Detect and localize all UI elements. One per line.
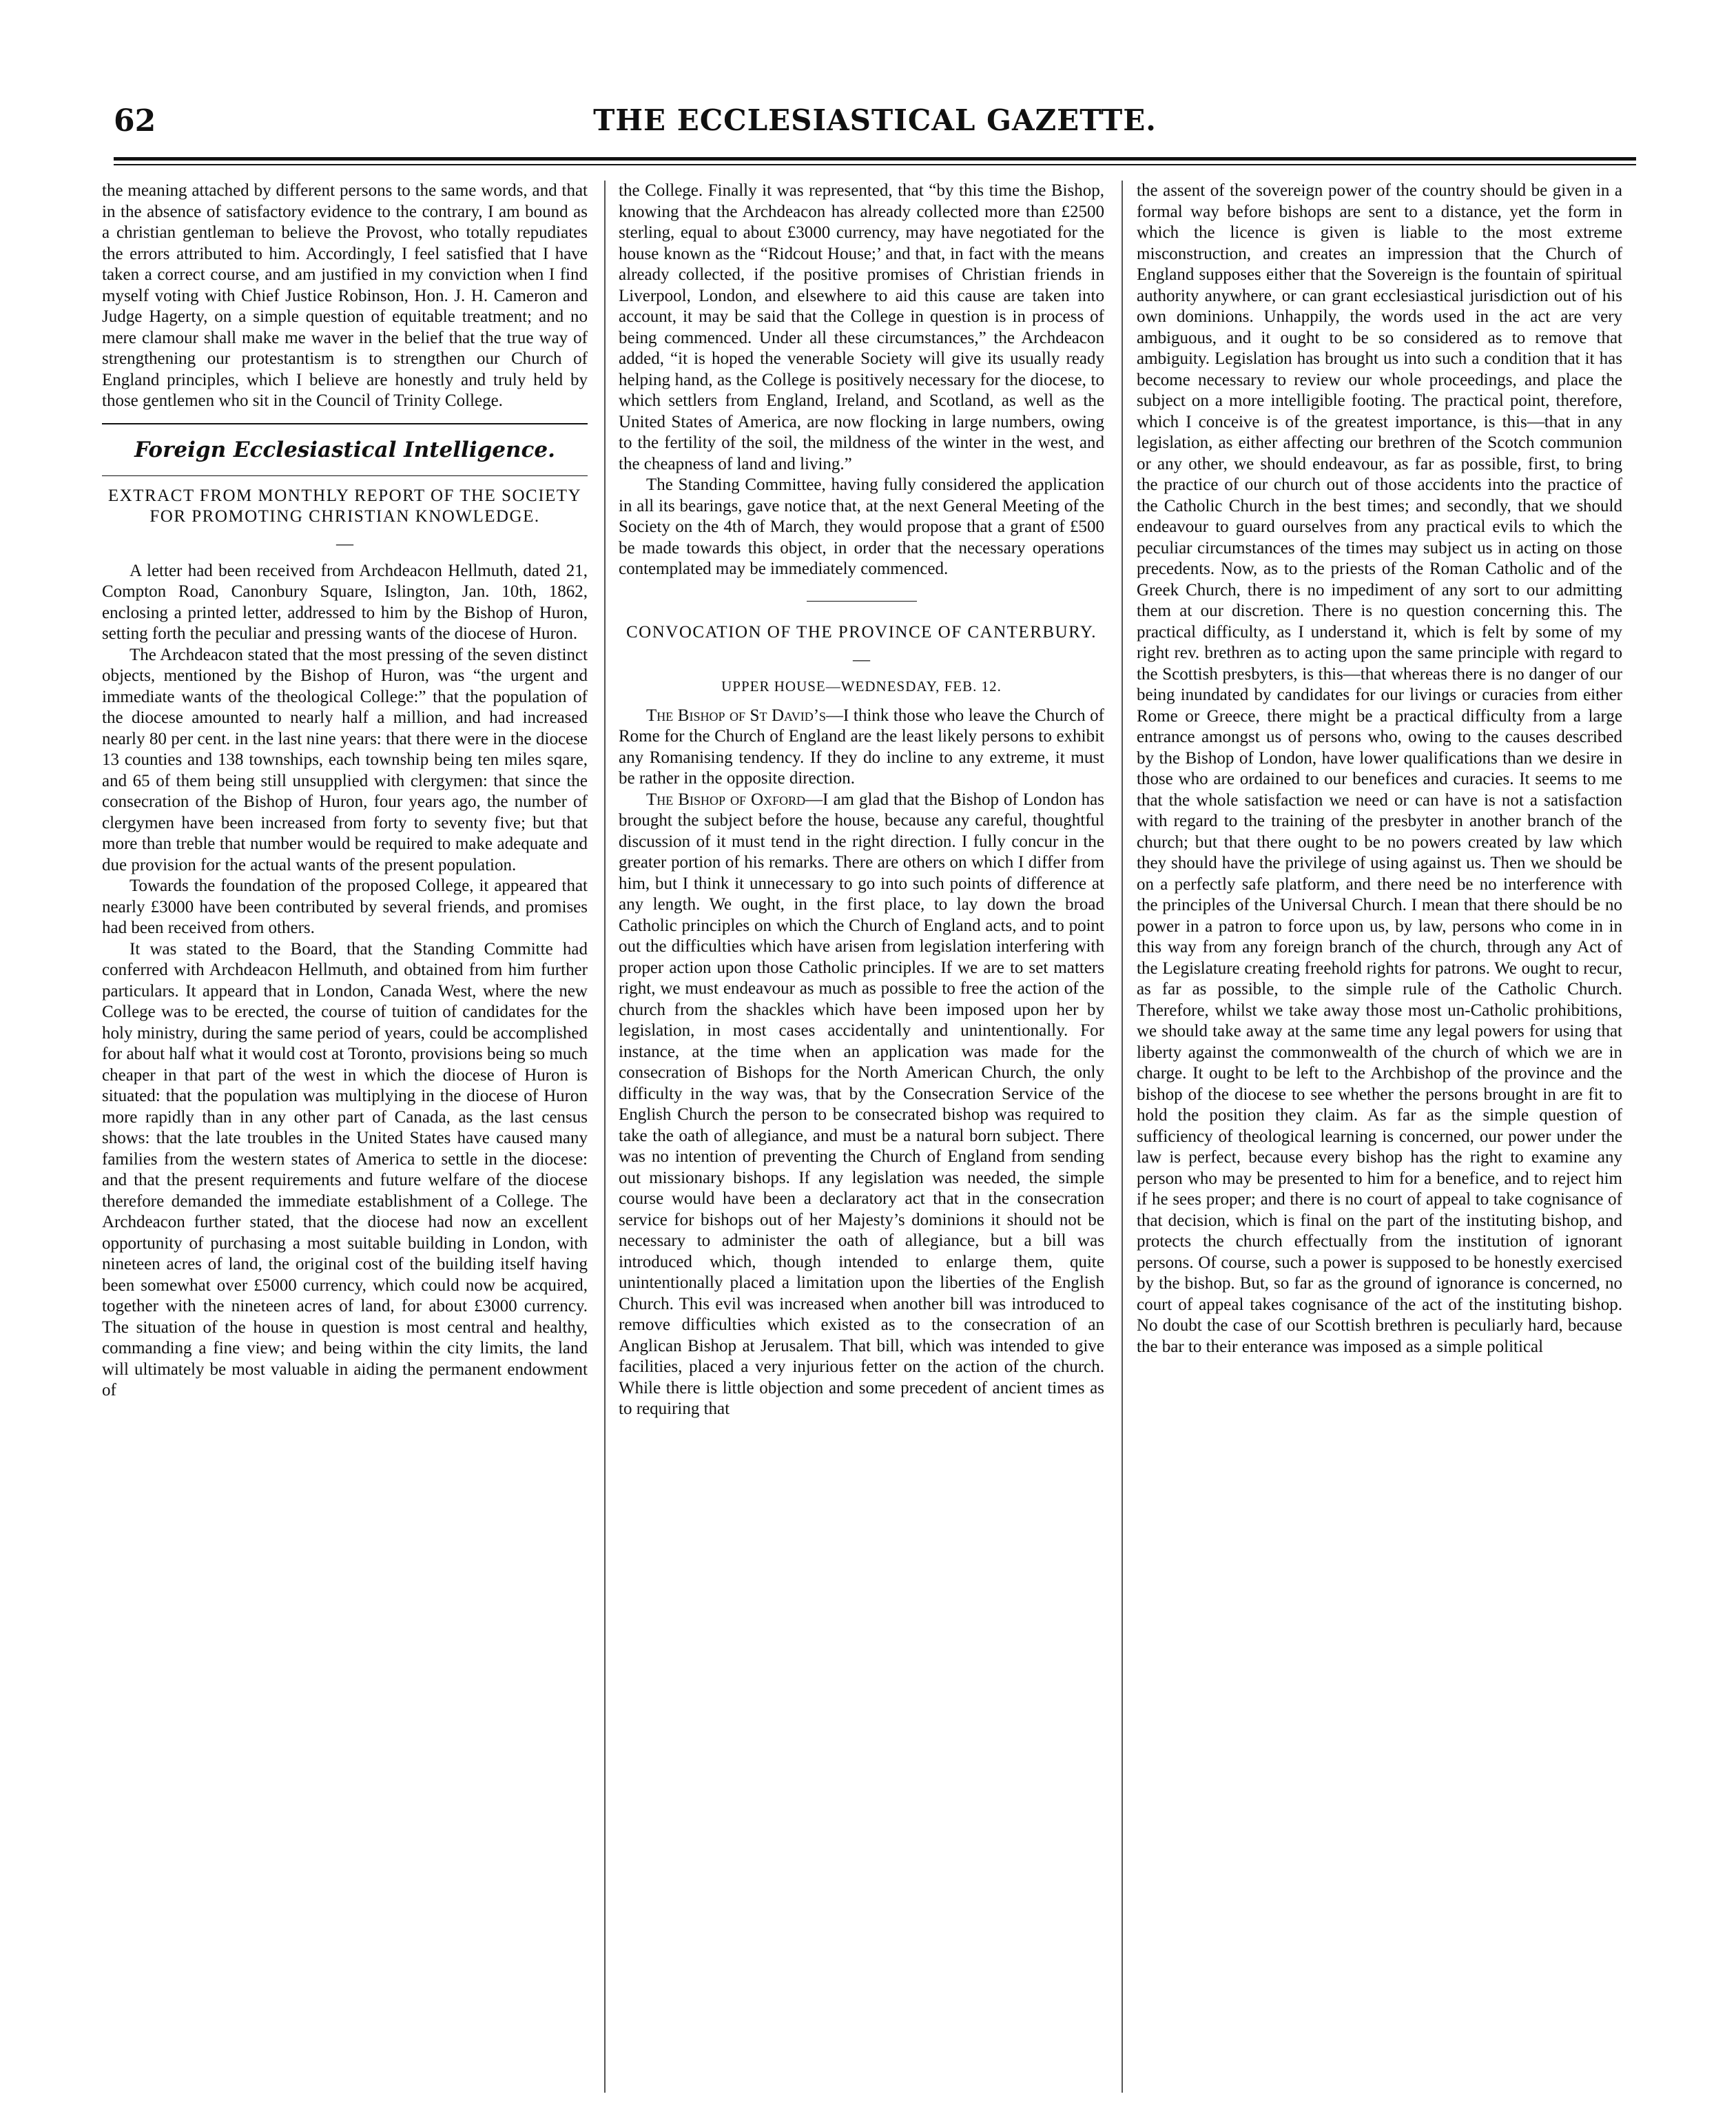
speaker-name: The Bishop of St David’s	[646, 706, 827, 725]
section-rule	[807, 601, 917, 602]
section-rule	[102, 423, 588, 424]
paragraph: It was stated to the Board, that the Standing Committe had conferred with Archdeacon Hellmuth, and obtained from him further particulars. It appeard that in London, Canada West, where the new College was to be erected, the course of tuition of candidates for the holy ministry, during the same period of years, could be accomplished for about half what it would cost at Toronto, provisions being so much cheaper in that part of the west in which the diocese of Huron is situated: that the population was multiplying in the diocese of Huron more rapidly than in any other part of Canada, as the last census shows: that the late troubles in the United States have caused many families from the western states of America to settle in the diocese: and that the present requirements and future welfare of the diocese therefore demanded the immediate establishment of a College. The Archdeacon further stated, that the diocese had now an excellent opportunity of purchasing a most suitable building in London, with nineteen acres of land, the original cost of the building itself having been somewhat over £5000 currency, which could now be acquired, together with the nineteen acres of land, for about £3000 currency. The situation of the house in question is most central and healthy, commanding a fine view; and being within the city limits, the land will ultimately be most valuable in aiding the permanent endowment of	[102, 939, 588, 1399]
column-separator	[604, 181, 606, 2093]
paragraph	[619, 790, 1104, 1420]
header-rule-thick	[114, 157, 1636, 161]
section-title: Foreign Ecclesiastical Intelligence.	[134, 437, 555, 462]
paragraph: Towards the foundation of the proposed College, it appeared that nearly £3000 have been contributed by several friends, and promises had been received from others.	[102, 876, 588, 937]
article-title: CONVOCATION OF THE PROVINCE OF CANTERBURY.	[626, 622, 1097, 642]
paragraph: A letter had been received from Archdeacon Hellmuth, dated 21, Compton Road, Canonbury Square, Islington, Jan. 10th, 1862, enclosing a printed letter, addressed to him by the Bishop of Huron, setting forth the peculiar and pressing wants of the diocese of Huron.	[102, 561, 588, 643]
header-rule-thin	[114, 164, 1636, 165]
paragraph: the meaning attached by different persons to the same words, and that in the absence of satisfactory evidence to the contrary, I am bound as a christian gentleman to believe the Provost, who totally repudiates the errors attributed to him. Accordingly, I feel satisfied that I have taken a correct course, and am justified in my conviction when I find myself voting with Chief Justice Robinson, Hon. J. H. Cameron and Judge Hagerty, on a simple question of equitable treatment; and no mere clamour shall make me waver in the belief that the true way of strengthening our protestantism is to strengthen our Church of England principles, which I believe are honestly and truly held by those gentlemen who sit in the Council of Trinity College.	[102, 181, 588, 410]
dateline: UPPER HOUSE—WEDNESDAY, FEB. 12.	[721, 678, 1002, 695]
page-number: 62	[114, 103, 156, 139]
masthead-title: THE ECCLESIASTICAL GAZETTE.	[593, 103, 1157, 137]
column-separator	[1122, 181, 1123, 2093]
paragraph	[619, 706, 1104, 790]
paragraph: The Standing Committee, having fully considered the application in all its bearings, gave notice that, at the next General Meeting of the Society on the 4th of March, they would propose that a grant of £500 be made towards this object, in order that the necessary operations contemplated may be immediately commenced.	[619, 475, 1104, 578]
title-dash: —	[853, 650, 870, 669]
speaker-name: The Bishop of Oxford	[646, 790, 806, 809]
column-right	[1137, 181, 1622, 2093]
page-header	[114, 103, 1636, 152]
article-title: EXTRACT FROM MONTHLY REPORT OF THE SOCIETY FOR PROMOTING CHRISTIAN KNOWLEDGE.	[107, 486, 582, 526]
paragraph: the College. Finally it was represented, that “by this time the Bishop, knowing that the Archdeacon has already collected more than £2500 sterling, equal to about £3000 currency, may have negotiated for the house known as the “Ridcout House;’ and that, in fact with the means already collected, if the positive promises of Christian friends in Liverpool, London, and elsewhere to aid this cause are taken into account, it may be said that the College in question is in process of being commenced. Under all these circumstances,” the Archdeacon added, “it is hoped the venerable Society will give its usually ready helping hand, as the College is positively necessary for the diocese, to which settlers from England, Ireland, and Scotland, as well as the United States of America, are now flocking in large numbers, owing to the fertility of the soil, the mildness of the winter in the west, and the cheapness of land and living.”	[619, 181, 1104, 473]
column-left	[102, 181, 588, 2093]
column-middle	[619, 181, 1104, 2093]
paragraph: The Archdeacon stated that the most pressing of the seven distinct objects, mentioned by the Bishop of Huron, was “the urgent and immediate wants of the theological College:” that the population of the diocese amounted to nearly half a million, and had increased nearly 80 per cent. in the last nine years: that there were in the diocese 13 counties and 138 townships, each township being ten miles sqare, and 65 of them being still unsupplied with clergymen: that since the consecration of the Bishop of Huron, four years ago, the number of clergymen have been increased from forty to seventy five; but that more than treble that number would be required to make adequate and due provision for the actual wants of the present population.	[102, 645, 588, 874]
speech-text: —I am glad that the Bishop of London has brought the subject before the house, because any careful, thoughtful discussion of it must tend in the right direction. I fully concur in the greater portion of his remarks. There are others on which I differ from him, but I think it unnecessary to go into such points of difference at any length. We ought, in the first place, to lay down the broad Catholic principles on which the Church of England acts, and to point out the difficulties which have arisen from legislation interfering with proper action upon those Catholic principles. If we are to set matters right, we must endeavour as much as possible to free the action of the church from the shackles which have been imposed upon her by legislation, in most cases accidentally and unintentionally. For instance, at the time when an application was made for the consecration of Bishops for the North American Church, the only difficulty in the way was, that by the Consecration Service of the English Church the person to be consecrated bishop was required to take the oath of allegiance, and must be a natural born subject. There was no intention of preventing the Church of England from sending out missionary bishops. If any legislation was needed, the simple course would have been a declaratory act that in the consecration service for bishops out of her Majesty’s dominions it should not be necessary to administer the oath of allegiance, but a bill was introduced which, though intended to enlarge them, quite unintentionally placed a limitation upon the liberties of the English Church. This evil was increased when another bill was introduced to remove difficulties which existed as to the consecration of an Anglican Bishop at Jerusalem. That bill, which was intended to give facilities, placed a very injurious fetter on the action of the church. While there is little objection and some precedent of ancient times as to requiring that	[619, 790, 1104, 1418]
paragraph: the assent of the sovereign power of the country should be given in a formal way before bishops are sent to a distance, yet the form in which the licence is given is liable to the most extreme misconstruction, and creates an impression that the Church of England supposes either that the Sovereign is the fountain of spiritual authority anywhere, or can grant ecclesiastical jurisdiction out of his own dominions. Unhappily, the words used in the act are very ambiguous, and it ought to be so considered as to remove that ambiguity. Legislation has brought us into such a condition that it has become necessary to review our whole proceedings, and place the subject on a more intelligible footing. The practical point, therefore, which I conceive is of the greatest importance, is this—that in any legislation, as either affecting our brethren of the Scotch communion or any other, we should endeavour, as far as possible, first, to bring the practice of our church out of those accidents into the practice of the Catholic Church in the best times; and secondly, that we should endeavour to guard ourselves from any practical evils to which the peculiar circumstances of the times may subject us in acting on those precedents. Now, as to the priests of the Roman Catholic and of the Greek Church, there is no impediment of any sort to our admitting them at our discretion. There is no question concerning this. The practical difficulty, as I understand it, which is felt by some of my right rev. brethren as to acting upon the same principle with regard to the Scottish presbyters, is this—that whereas there is no danger of our being inundated by candidates for our livings or curacies from either Rome or Greece, there might be a practical difficulty from a large entrance amongst us of persons who, owing to the causes described by the Bishop of London, have lower qualifications than we desire in those who are ordained to our benefices and curacies. It seems to me that the whole satisfaction we need or can have is not a satisfaction with regard to the training of the presbyter in another branch of the church; but that there ought to be no powers created by law which they should have the privilege of using against us. Then we should be on a perfectly safe platform, and there need be no interference with the principles of the Universal Church. I mean that there should be no power in a patron to force upon us, by law, persons who come in in this way from any foreign branch of the church, through any Act of the Legislature creating freehold rights for patrons. We ought to recur, as far as possible, to the simple rule of the Catholic Church. Therefore, whilst we take away those most un-Catholic prohibitions, we should take away at the same time any legal powers for using that liberty against the commonwealth of the church of which we are in charge. It ought to be left to the Archbishop of the province and the bishop of the diocese to see whether the persons brought in are fit to hold the position they claim. As far as the simple question of sufficiency of theological learning is concerned, our power under the law is perfect, because every bishop has the right to examine any person who may be presented to him for a benefice, and to reject him if he sees proper; and there is no court of appeal to take cognisance of that decision, which is final on the part of the instituting bishop, and protects the church effectually from the institution of ignorant persons. Of course, such a power is supposed to be honestly exercised by the bishop. But, so far as the ground of ignorance is concerned, no court of appeal takes cognisance of the act of the instituting bishop. No doubt the case of our Scottish brethren is peculiarly hard, because the bar to their enterance was imposed as a simple political	[1137, 181, 1622, 1356]
title-dash: —	[336, 535, 353, 553]
speech-text: —I think those who leave the Church of Rome for the Church of England are the least likely persons to exhibit any Romanising tendency. If they do incline to any extreme, it must be rather in the opposite direction.	[619, 706, 1104, 788]
section-rule	[102, 475, 588, 476]
